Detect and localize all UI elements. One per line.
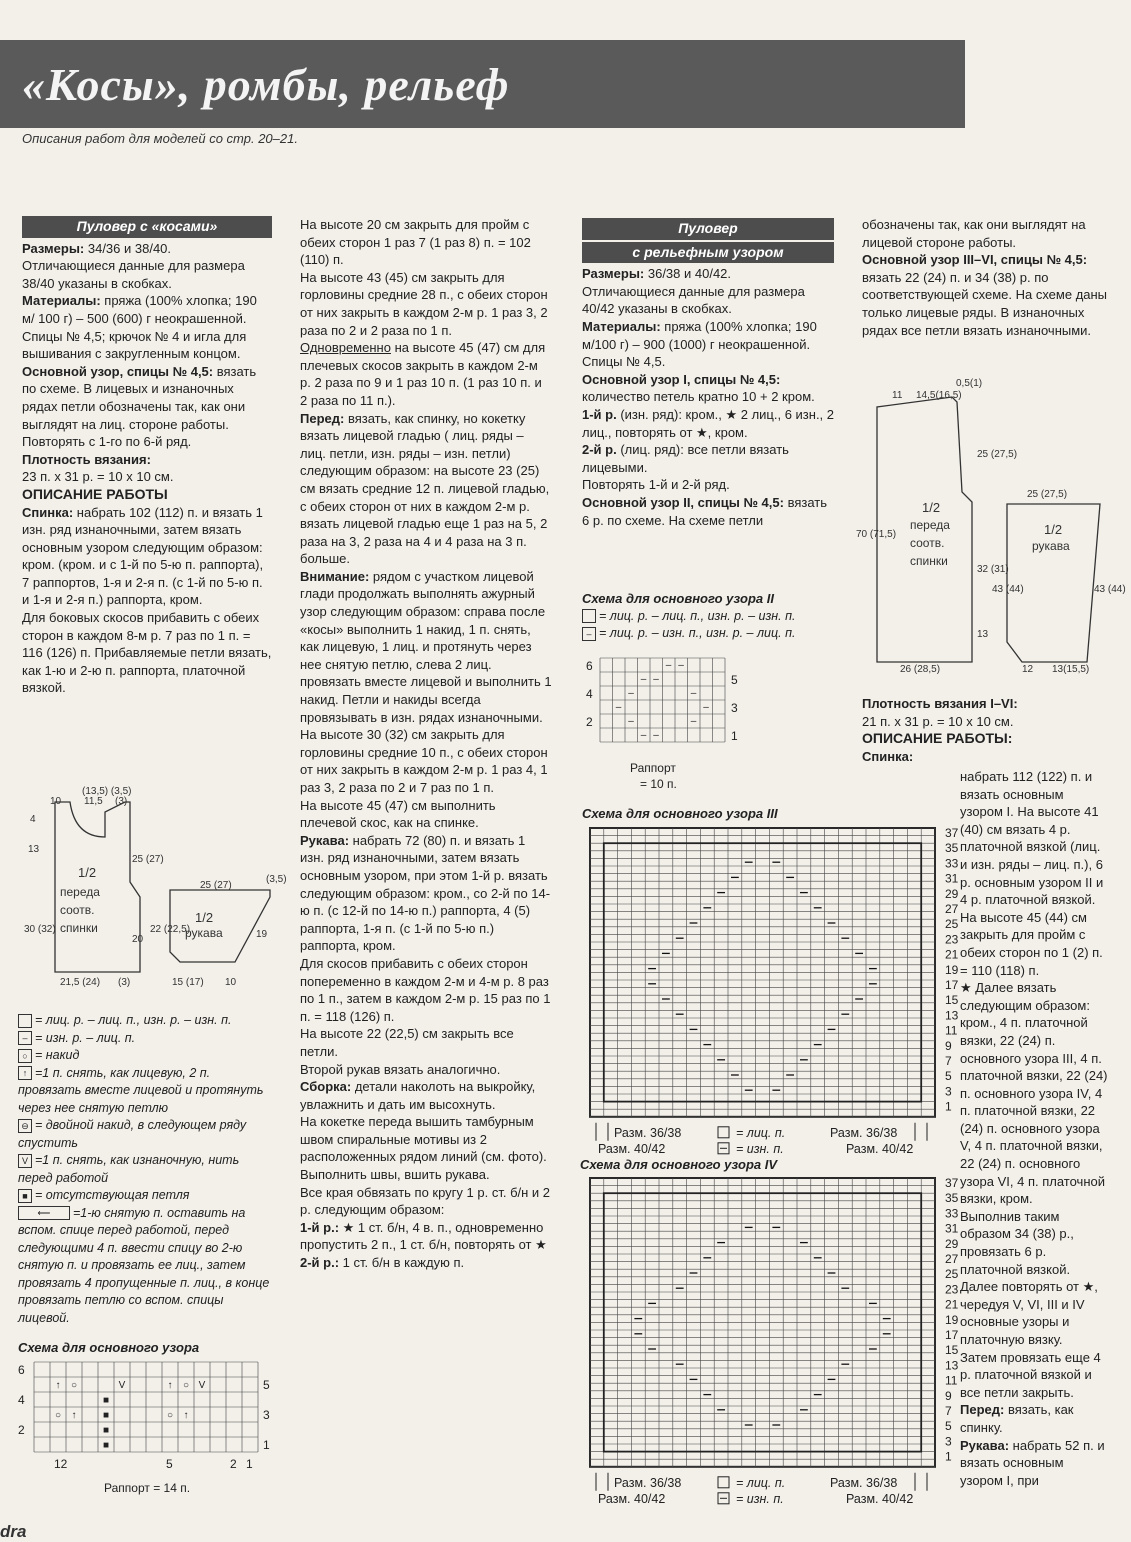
chart3-row-label: 3 xyxy=(945,1084,952,1099)
text: Повторять 1-й и 2-й ряд. xyxy=(582,477,730,493)
chart4-legend-text: = лиц. п. xyxy=(736,1475,786,1490)
chart2-cell-symbol: – xyxy=(690,716,697,727)
label: Внимание: xyxy=(300,568,370,584)
legend-item xyxy=(582,608,832,626)
chart4-row-label: 35 xyxy=(945,1191,959,1206)
text: вязать 22 (24) п. и 34 (38) р. по соответствующей схеме. На схеме даны только лицевые ряды. В изнаночных рядах все петли вязать изнаночными. xyxy=(862,269,1108,338)
chart-1 xyxy=(18,1340,278,1355)
schematic-label: соотв. xyxy=(910,536,945,550)
label: Размеры: xyxy=(22,240,85,256)
text: 23 п. х 31 р. = 10 х 10 см. xyxy=(22,469,174,485)
chart4-legend-text: = изн. п. xyxy=(736,1491,784,1506)
chart3-size-label: Разм. 36/38 xyxy=(614,1125,682,1140)
text: пряжа (100% хлопка; 190 м/100 г) – 900 (1000) г неокрашенной. xyxy=(582,318,817,352)
text: обозначены так, как они выглядят на лицевой стороне работы. xyxy=(862,217,1086,250)
chart1-col-label: 12 xyxy=(54,1457,68,1471)
chart2-row-label: 6 xyxy=(586,659,593,673)
chart2-cell-symbol: – xyxy=(703,702,709,713)
chart2-cell-symbol: – xyxy=(640,730,647,741)
chart1-cell-symbol: ■ xyxy=(102,1425,110,1436)
chart4-row-label: 5 xyxy=(945,1419,952,1434)
schematic-label: рукава xyxy=(185,926,223,940)
chart4-row-label: 27 xyxy=(945,1252,959,1266)
chart3-row-label: 27 xyxy=(945,902,959,916)
chart2-cell-symbol: – xyxy=(653,730,659,741)
chart4-row-label: 19 xyxy=(945,1312,959,1327)
dim-label: (13,5) (3,5) xyxy=(82,786,132,797)
chart1-cell-symbol: ■ xyxy=(102,1440,110,1451)
label: Плотность вязания I–VI: xyxy=(862,696,1018,711)
chart1-cell-symbol: ○ xyxy=(54,1410,62,1421)
text: вязать 6 р. по схеме. На схеме петли xyxy=(582,494,827,528)
chart1-row-label: 4 xyxy=(18,1393,25,1407)
chart4-row-label: 11 xyxy=(945,1373,958,1388)
pattern-schematic-1 xyxy=(20,782,287,992)
chart-title: Схема для основного узора II xyxy=(582,591,774,606)
chart1-col-label: 2 xyxy=(230,1457,237,1471)
legend-1 xyxy=(18,1012,274,1327)
chart1-cell-symbol: V xyxy=(118,1380,126,1391)
text: Второй рукав вязать аналогично. xyxy=(300,1061,501,1077)
text: На высоте 20 см закрыть для пройм с обеих сторон 1 раз 7 (1 раз 8) п. = 102 (110) п. xyxy=(300,217,531,268)
dim-label: 13 xyxy=(28,844,40,855)
text: ★ 1 ст. б/н, 4 в. п., одновременно пропустить 2 п., 1 ст. б/н, повторять от ★ xyxy=(300,1219,547,1253)
chart4-row-label: 15 xyxy=(945,1343,959,1358)
column-4-narrow xyxy=(960,768,1110,1489)
chart1-cell-symbol: ○ xyxy=(166,1410,174,1421)
legend-text: = лиц. р. – лиц. п., изн. р. – изн. п. xyxy=(35,1013,232,1027)
chart3-row-label: 19 xyxy=(945,962,959,977)
text: На высоте 22 (22,5) см закрыть все петли. xyxy=(300,1026,514,1059)
legend-text: = накид xyxy=(35,1048,80,1062)
legend-symbol: ⊖ xyxy=(18,1119,32,1133)
text: Выполнить швы, вшить рукава. xyxy=(300,1167,490,1183)
chart1-row-label: 6 xyxy=(18,1363,25,1377)
legend-text: = изн. р. – лиц. п. xyxy=(35,1030,136,1045)
chart-1-grid xyxy=(14,1356,280,1495)
text: 1 ст. б/н в каждую п. xyxy=(339,1255,465,1271)
dim-label: 22 (22,5) xyxy=(150,924,191,935)
chart2-cell-symbol: – xyxy=(628,688,634,699)
chart2-cell-symbol: – xyxy=(665,660,672,671)
chart-title: Схема для основного узора IV xyxy=(580,1157,778,1172)
text: ★ Далее вязать следующим образом: кром., 4 п. платочной вязки, 22 (24) п. основного узора III, 4 п. платочной вязки, 22 (24) п. основного узора IV, 4 п. платочной вязки, 22 (24) п. основного узора V, 4 п. платочной вязки, 22 (24) п. основного узора VI, 4 п. платочной вязки, кром. xyxy=(960,980,1108,1207)
chart3-row-label: 31 xyxy=(945,871,959,886)
legend-symbol xyxy=(582,609,596,623)
dim-label: (3,5) xyxy=(266,874,287,885)
chart3-row-label: 29 xyxy=(945,886,959,901)
chart4-row-label: 1 xyxy=(945,1449,952,1464)
dim-label: 19 xyxy=(256,929,268,940)
legend-item xyxy=(18,1187,274,1205)
legend-item xyxy=(18,1012,274,1030)
chart2-cell-symbol: – xyxy=(640,674,647,685)
legend-symbol: ■ xyxy=(18,1189,32,1203)
chart1-repeat: Раппорт = 14 п. xyxy=(104,1481,191,1495)
dim-label: 14,5(16,5) xyxy=(916,390,962,401)
text: рядом с участком лицевой глади продолжать выполнять ажурный узор следующим образом: справа после «косы» выполнить 1 накид, 1 п. снять, как лицевую, 1 лиц. и протянуть через нее снятую петлю, слева 2 лиц. провязать вместе лицевой и выполнить 1 накид. Петли и накиды всегда провязывать в изн. рядах изнаночными. xyxy=(300,568,552,725)
chart2-row-label: 4 xyxy=(586,687,593,701)
chart2-row-label: 1 xyxy=(731,729,738,743)
chart2-repeat-value: = 10 п. xyxy=(640,777,677,791)
legend-text: = лиц. р. – изн. п., изн. р. – лиц. п. xyxy=(599,626,796,640)
dim-label: 4 xyxy=(30,814,36,825)
chart1-cell-symbol: ■ xyxy=(102,1395,110,1406)
schematic-label: 1/2 xyxy=(922,500,941,515)
label: 2-й р. xyxy=(582,442,617,458)
text: На высоте 30 (32) см закрыть для горловины средние 10 п., с обеих сторон от них закрыть в каждом 2-м р. 1 раз 4, 1 раз 3, 2 раза по 2 и 7 раз по 1 п. xyxy=(300,727,548,795)
schematic-label: спинки xyxy=(910,554,948,568)
section-heading: с рельефным узором xyxy=(582,242,834,264)
chart-title: Схема для основного узора xyxy=(18,1340,200,1355)
chart4-row-label: 29 xyxy=(945,1236,959,1251)
legend-symbol xyxy=(18,1014,32,1028)
chart4-row-label: 37 xyxy=(945,1176,959,1190)
chart4-size-label: Разм. 36/38 xyxy=(830,1475,898,1490)
legend-symbol: – xyxy=(582,627,596,641)
chart1-row-label: 1 xyxy=(263,1438,270,1452)
text: вязать по схеме. В лицевых и изнаночных рядах петли обозначены так, как они выглядят на лиц. стороне работы. Повторять с 1-го по 6-й ряд. xyxy=(22,363,257,450)
legend-symbol: ○ xyxy=(18,1049,32,1063)
chart3-row-label: 17 xyxy=(945,978,959,992)
dim-label: 15 (17) xyxy=(172,977,204,988)
text: Для боковых скосов прибавить с обеих сторон в каждом 8-м р. 7 раз по 1 п. = 116 (126) п. Прибавляемые петли вязать, как 1-ю и 2-ю п. раппорта, платочной вязкой. xyxy=(22,610,272,696)
legend-symbol: V xyxy=(18,1154,32,1168)
chart1-cell-symbol: ■ xyxy=(102,1410,110,1421)
legend-text: =1-ю снятую п. оставить на вспом. спице перед работой, перед следующими 4 п. ввести спицу во 2-ю снятую п. и провязать ее лиц., затем провязать 4 пропущенные п. лиц., в конце провязать петлю со вспом. спицы лицевой. xyxy=(18,1205,270,1325)
chart2-cell-symbol: – xyxy=(690,688,697,699)
chart1-cell-symbol: ↑ xyxy=(167,1380,173,1391)
legend-symbol: ↑ xyxy=(18,1066,32,1080)
chart3-legend-text: = изн. п. xyxy=(736,1141,784,1156)
section-heading: Пуловер xyxy=(582,218,834,240)
schematic-label: соотв. xyxy=(60,903,95,917)
dim-label: 11,5 xyxy=(84,796,103,807)
chart3-size-label: Разм. 36/38 xyxy=(830,1125,898,1140)
text: вязать, как спинку, но кокетку вязать лицевой гладью ( лиц. ряды – лиц. петли, изн. ряды – изн. петли) следующим образом: на высоте 23 (25) см вязать средние 12 п. лицевой гладью, с обеих сторон от них в каждом 2-м р. вязать лицевой гладью еще 1 раз на 5, 2 раза на 3, 2 раза на 4 и 4 раза на 3 п. больше. xyxy=(300,410,550,567)
chart4-size-label: Разм. 36/38 xyxy=(614,1475,682,1490)
chart1-cell-symbol: V xyxy=(198,1380,206,1391)
label: Рукава: xyxy=(300,832,350,848)
chart4-row-label: 33 xyxy=(945,1206,959,1221)
legend-text: = отсутствующая петля xyxy=(35,1188,190,1202)
chart2-cell-symbol: – xyxy=(615,702,622,713)
title-banner xyxy=(0,40,965,128)
chart3-row-label: 23 xyxy=(945,932,959,947)
legend-text: =1 п. снять, как изнаночную, нить перед работой xyxy=(18,1153,240,1185)
text: вязать, как спинку. xyxy=(960,1402,1074,1435)
legend-item xyxy=(582,625,832,643)
chart1-row-label: 3 xyxy=(263,1408,270,1422)
chart-3-grid xyxy=(578,822,959,1156)
chart3-row-label: 21 xyxy=(945,947,959,962)
chart3-row-label: 15 xyxy=(945,993,959,1008)
dim-label: 30 (32) xyxy=(24,924,56,935)
text: Отличающиеся данные для размера 38/40 указаны в скобках. xyxy=(22,258,245,291)
chart3-row-label: 11 xyxy=(945,1023,958,1038)
text: Выполнив таким образом 34 (38) р., провязать 6 р. платочной вязкой. Далее повторять от ★, чередуя V, VI, III и IV основные узоры и платочную вязку. xyxy=(960,1208,1098,1347)
chart4-row-label: 23 xyxy=(945,1282,959,1297)
legend-text: =1 п. снять, как лицевую, 2 п. провязать вместе лицевой и протянуть через нее снятую петлю xyxy=(18,1065,264,1115)
dim-label: (3) xyxy=(118,977,131,988)
chart4-row-label: 25 xyxy=(945,1267,959,1282)
schematic-label: переда xyxy=(60,885,100,899)
text: На высоте 45 (47) см выполнить плечевой скос, как на спинке. xyxy=(300,797,496,831)
chart4-row-label: 13 xyxy=(945,1358,959,1373)
chart4-row-label: 31 xyxy=(945,1221,959,1236)
legend-item xyxy=(18,1152,274,1187)
section-title: ОПИСАНИЕ РАБОТЫ: xyxy=(862,730,1013,747)
chart3-row-label: 37 xyxy=(945,826,959,840)
chart4-row-label: 21 xyxy=(945,1297,959,1312)
chart2-row-label: 2 xyxy=(586,715,593,729)
dim-label: 32 (31) xyxy=(977,564,1009,575)
dim-label: 25 (27) xyxy=(132,854,164,865)
chart1-cell-symbol: ↑ xyxy=(183,1410,189,1421)
dim-label: 25 (27) xyxy=(200,880,232,891)
label: Размеры: xyxy=(582,266,645,282)
label: Перед: xyxy=(960,1402,1005,1418)
chart3-row-label: 25 xyxy=(945,917,959,932)
chart1-row-label: 2 xyxy=(18,1423,25,1437)
chart3-legend-box xyxy=(718,1127,729,1138)
legend-symbol: – xyxy=(18,1031,32,1045)
chart3-size-label: Разм. 40/42 xyxy=(846,1141,914,1156)
column-4-gauge xyxy=(862,695,1112,765)
page-title: «Косы», ромбы, рельеф xyxy=(22,59,510,110)
text: Затем провязать еще 4 р. платочной вязкой и все петли закрыть. xyxy=(960,1349,1101,1400)
chart2-cell-symbol: – xyxy=(678,660,684,671)
dim-label: 10 xyxy=(225,977,237,988)
chart1-row-label: 5 xyxy=(263,1378,270,1392)
chart3-row-label: 33 xyxy=(945,856,959,871)
label: 1-й р.: xyxy=(300,1219,340,1235)
schematic-label: рукава xyxy=(1032,539,1070,553)
text: пряжа (100% хлопка; 190 м/ 100 г) – 500 (600) г неокрашенной. xyxy=(22,293,257,326)
chart1-cell-symbol: ↑ xyxy=(55,1380,61,1391)
text: на высоте 45 (47) см для плечевых скосов закрыть в каждом 2-м р. 2 раза по 9 и 1 раз 10 п. (1 раз 10 п. и 2 раза по 11 п.). xyxy=(300,340,546,408)
label: Основной узор, спицы № 4,5: xyxy=(22,363,214,379)
chart3-row-label: 1 xyxy=(945,1099,952,1114)
text: На кокетке переда вышить тамбурным швом спиральные мотивы из 2 расположенных рядом линий (см. фото). xyxy=(300,1114,547,1165)
text: На высоте 43 (45) см закрыть для горловины средние 28 п., с обеих сторон от них закрыть в каждом 2-м р. 1 раз 3, 2 раза по 2 и 2 раза по 1 п. xyxy=(300,269,548,338)
text: набрать 112 (122) п. и вязать основным узором I. На высоте 41 (40) см вязать 4 р. платочной вязкой (лиц. и изн. ряды – лиц. п.), 6 р. основным узором II и 4 р. платочной вязкой. На высоте 45 (44) см закрыть для пройм с обеих сторон по 1 (2) п. = 110 (118) п. xyxy=(960,769,1104,978)
text: Спицы № 4,5; крючок № 4 и игла для вышивания с закругленным концом. xyxy=(22,328,247,362)
dim-label: 43 (44) xyxy=(1094,584,1126,595)
label: Спинка: xyxy=(22,504,74,520)
chart4-row-label: 9 xyxy=(945,1388,952,1403)
dim-label: (3) xyxy=(115,796,128,807)
dim-label: 43 (44) xyxy=(992,584,1024,595)
label: 1-й р. xyxy=(582,406,617,422)
legend-text: = лиц. р. – лиц. п., изн. р. – изн. п. xyxy=(599,608,796,623)
brand-logo: dra xyxy=(0,1522,27,1541)
label: Перед: xyxy=(300,410,345,426)
chart3-legend-text: = лиц. п. xyxy=(736,1125,786,1140)
schematic-label: спинки xyxy=(60,921,98,935)
legend-item xyxy=(18,1205,274,1328)
dim-label: 12 xyxy=(1022,664,1034,675)
label: Спинка: xyxy=(862,748,914,764)
legend-item xyxy=(18,1047,274,1065)
chart-title: Схема для основного узора III xyxy=(582,806,778,821)
label: Основной узор II, спицы № 4,5: xyxy=(582,494,784,510)
chart3-row-label: 5 xyxy=(945,1069,952,1084)
text: (лиц. ряд): все петли вязать лицевыми. xyxy=(582,442,789,475)
legend-text: = двойной накид, в следующем ряду спустить xyxy=(18,1118,247,1150)
schematic-label: переда xyxy=(910,518,950,532)
chart4-legend-box xyxy=(718,1477,729,1488)
label: Основной узор III–VI, спицы № 4,5: xyxy=(862,252,1088,268)
text: 21 п. х 31 р. = 10 х 10 см. xyxy=(862,713,1014,729)
dim-label: 21,5 (24) xyxy=(60,977,101,988)
legend-item xyxy=(18,1117,274,1152)
chart3-row-label: 35 xyxy=(945,841,959,856)
label: 2-й р.: xyxy=(300,1255,340,1271)
chart3-row-label: 9 xyxy=(945,1038,952,1053)
chart2-cell-symbol: – xyxy=(628,716,634,727)
text: Отличающиеся данные для размера 40/42 указаны в скобках. xyxy=(582,283,805,317)
text: Все края обвязать по кругу 1 р. ст. б/н и 2 р. следующим образом: xyxy=(300,1184,551,1218)
chart2-cell-symbol: – xyxy=(653,674,659,685)
dim-label: 20 xyxy=(132,934,144,945)
column-3 xyxy=(582,218,834,529)
chart1-col-label: 5 xyxy=(166,1457,173,1471)
label: Материалы: xyxy=(22,293,101,309)
schematic-label: 1/2 xyxy=(78,865,97,880)
chart4-size-label: Разм. 40/42 xyxy=(598,1491,666,1506)
text: набрать 52 п. и вязать основным узором I, при xyxy=(960,1437,1105,1488)
dim-label: 25 (27,5) xyxy=(1027,489,1068,500)
chart1-cell-symbol: ○ xyxy=(70,1380,78,1391)
legend-item xyxy=(18,1030,274,1048)
chart4-row-label: 17 xyxy=(945,1328,959,1342)
column-2 xyxy=(300,216,552,1272)
chart1-cell-symbol: ↑ xyxy=(71,1410,77,1421)
section-heading: Пуловер с «косами» xyxy=(22,216,272,238)
label: Материалы: xyxy=(582,318,661,334)
chart3-size-label: Разм. 40/42 xyxy=(598,1141,666,1156)
chart-2-grid xyxy=(582,652,772,792)
text: Одновременно xyxy=(300,340,391,356)
dim-label: 25 (27,5) xyxy=(977,449,1018,460)
chart1-col-label: 1 xyxy=(246,1457,253,1471)
dim-label: 13(15,5) xyxy=(1052,664,1090,675)
chart4-row-label: 7 xyxy=(945,1404,952,1418)
text: (изн. ряд): кром., ★ 2 лиц., 6 изн., 2 лиц., повторять от ★, кром. xyxy=(582,406,835,440)
text: набрать 102 (112) п. и вязать 1 изн. ряд изнаночными, затем вязать основным узором следующим образом: кром. (кром. и с 1-й по 5-ю п. раппорта), 7 раппортов, 1-я и 2-я п. (с 1-й по 5-ю п. и 1-я и 2-я п.) раппорта, кром. xyxy=(22,504,264,608)
chart2-row-label: 5 xyxy=(731,673,738,687)
section-title: ОПИСАНИЕ РАБОТЫ xyxy=(22,485,168,502)
text: Для скосов прибавить с обеих сторон попеременно в каждом 2-м и 4-м р. 8 раз по 1 п., затем в каждом 2-м р. 15 раз по 1 п. = 118 (126) п. xyxy=(300,955,551,1024)
dim-label: 26 (28,5) xyxy=(900,664,941,675)
column-1 xyxy=(22,216,272,697)
chart3-row-label: 13 xyxy=(945,1008,959,1023)
label: Плотность вязания: xyxy=(22,451,151,467)
column-4-top xyxy=(862,216,1112,339)
dim-label: 70 (71,5) xyxy=(856,529,897,540)
pattern-schematic-2 xyxy=(852,372,1126,677)
chart-2-header xyxy=(582,590,832,643)
text: количество петель кратно 10 + 2 кром. xyxy=(582,389,815,405)
chart2-row-label: 3 xyxy=(731,701,738,715)
dim-label: 11 xyxy=(892,390,903,401)
label: Сборка: xyxy=(300,1079,352,1095)
chart-4-grid xyxy=(578,1172,959,1506)
label: Рукава: xyxy=(960,1437,1010,1453)
legend-symbol: ⟵ xyxy=(18,1206,70,1220)
text: 34/36 и 38/40. xyxy=(84,240,172,256)
dim-label: 10 xyxy=(50,796,62,807)
schematic-label: 1/2 xyxy=(1044,522,1063,537)
page-subtitle: Описания работ для моделей со стр. 20–21. xyxy=(22,131,298,146)
chart2-repeat-label: Раппорт xyxy=(630,761,676,775)
chart4-size-label: Разм. 40/42 xyxy=(846,1491,914,1506)
schematic-label: 1/2 xyxy=(195,910,214,925)
text: набрать 72 (80) п. и вязать 1 изн. ряд изнаночными, затем вязать основным узором, при этом 1-й р. вязать следующим образом: кром., со 2-й по 14-ю п. (с 12-й по 14-ю п.) раппорта, 4 (5) раппорта, 1-я п. (с 1-й по 5-ю п.) раппорта, кром. xyxy=(300,832,551,954)
dim-label: 0,5(1) xyxy=(956,378,983,389)
label: Основной узор I, спицы № 4,5: xyxy=(582,371,781,387)
dim-label: 13 xyxy=(977,629,989,640)
chart3-row-label: 7 xyxy=(945,1054,952,1068)
chart4-row-label: 3 xyxy=(945,1434,952,1449)
text: детали наколоть на выкройку, увлажнить и дать им высохнуть. xyxy=(300,1079,536,1112)
text: Спицы № 4,5. xyxy=(582,354,666,370)
chart1-cell-symbol: ○ xyxy=(182,1380,190,1391)
text: 36/38 и 40/42. xyxy=(644,266,732,282)
legend-item xyxy=(18,1065,274,1118)
